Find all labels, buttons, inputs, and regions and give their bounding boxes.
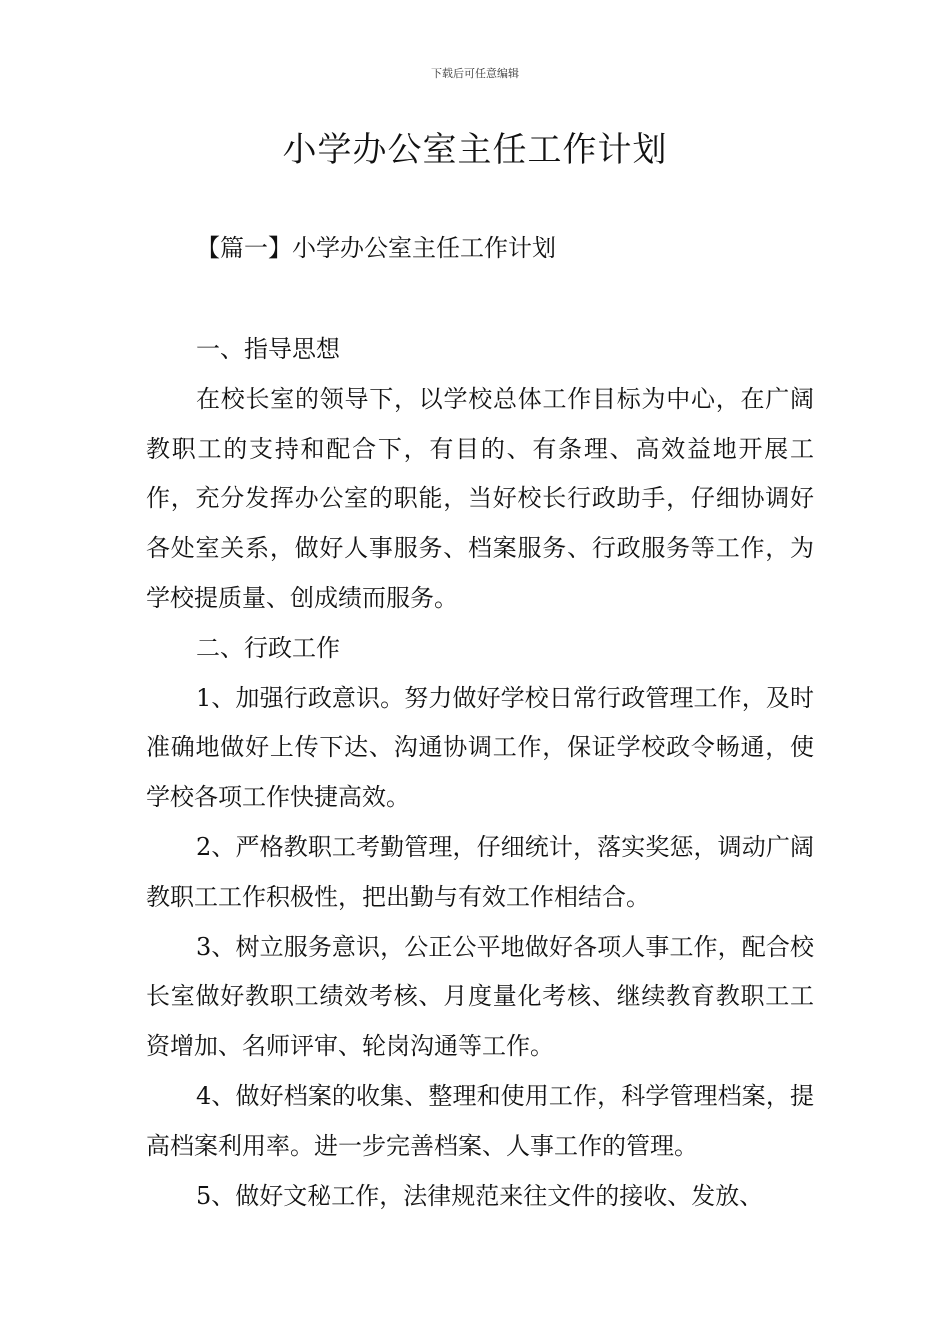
heading-administrative-work: 二、行政工作	[196, 633, 340, 662]
paragraph-guiding-ideology: 在校长室的领导下，以学校总体工作目标为中心，在广阔教职工的支持和配合下，有目的、有条理、高效益地开展工作，充分发挥办公室的职能，当好校长行政助手，仔细协调好各处室关系，做好人事服务、档案服务、行政服务等工作，为学校提质量、创成绩而服务。	[146, 384, 814, 612]
paragraph-item-1: 1、加强行政意识。努力做好学校日常行政管理工作，及时准确地做好上传下达、沟通协调工作，保证学校政令畅通，使学校各项工作快捷高效。	[146, 683, 814, 812]
paragraph-item-2: 2、严格教职工考勤管理，仔细统计，落实奖惩，调动广阔教职工工作积极性，把出勤与有效工作相结合。	[146, 832, 814, 911]
document-body	[146, 325, 814, 1221]
paragraph-item-4: 4、做好档案的收集、整理和使用工作，科学管理档案，提高档案利用率。进一步完善档案、人事工作的管理。	[146, 1081, 814, 1160]
paragraph-item-5: 5、做好文秘工作，法律规范来往文件的接收、发放、	[196, 1181, 764, 1210]
document-title: 小学办公室主任工作计划	[282, 130, 668, 170]
header-note: 下载后可任意编辑	[431, 67, 519, 80]
heading-guiding-ideology: 一、指导思想	[196, 335, 340, 363]
paragraph-item-3: 3、树立服务意识，公正公平地做好各项人事工作，配合校长室做好教职工绩效考核、月度量化考核、继续教育教职工工资增加、名师评审、轮岗沟通等工作。	[146, 932, 814, 1061]
section-heading: 【篇一】小学办公室主任工作计划	[196, 234, 556, 262]
